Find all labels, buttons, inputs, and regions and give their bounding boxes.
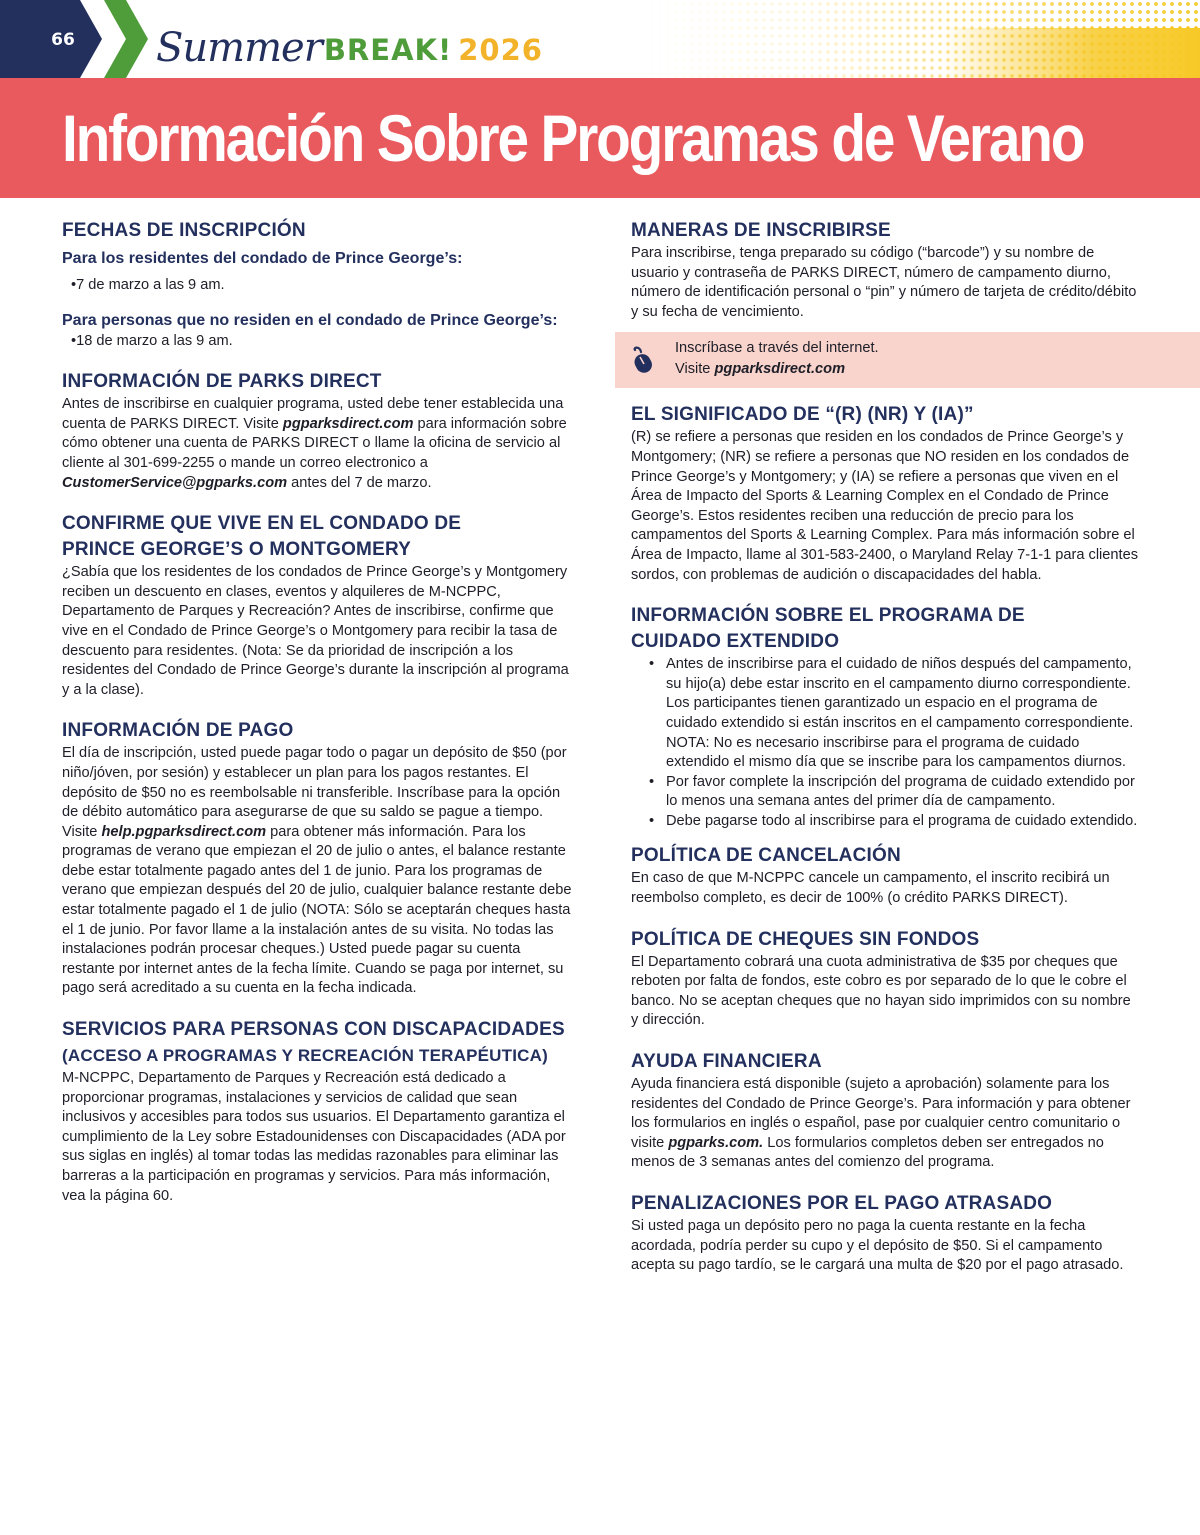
ayuda-heading: AYUDA FINANCIERA — [631, 1051, 822, 1073]
section-confirme — [62, 511, 572, 700]
cancelacion-heading: POLÍTICA DE CANCELACIÓN — [631, 845, 901, 867]
section-ayuda — [631, 1049, 1141, 1173]
top-header — [0, 0, 1200, 78]
title-banner — [0, 78, 1200, 198]
pgparks-link[interactable]: pgparks.com. — [668, 1134, 764, 1151]
maneras-heading: MANERAS DE INSCRIBIRSE — [631, 220, 891, 241]
brand-break: BREAK! — [323, 33, 453, 67]
customer-service-email-link[interactable]: CustomerService@pgparks.com — [62, 474, 288, 491]
section-maneras — [631, 218, 1141, 322]
parks-direct-text: Antes de inscribirse en cualquier programa, usted debe tener establecida una cuenta de PARKS DIRECT. Visite pgparksdirect.com para información sobre cómo obtener una cuenta de PARKS DIRECT o llame la oficina de servicio al cliente al 301-699-2255 o mande un correo electronico a CustomerService@pgparks.com antes del 7 de marzo. — [62, 396, 567, 491]
callout-line-2: Visite pgparksdirect.com — [675, 361, 846, 378]
right-column — [631, 218, 1141, 1294]
help-pgparksdirect-link[interactable]: help.pgparksdirect.com — [101, 823, 267, 840]
cheques-text: El Departamento cobrará una cuota administrativa de $35 por cheques que reboten por falta de fondos, este cobro es por separado de lo que le cobre el banco. No se aceptan cheques que no hayan sido imprimidos con su nombre y dirección. — [631, 953, 1131, 1029]
section-penalizaciones — [631, 1191, 1141, 1276]
cuidado-bullets — [631, 655, 1141, 831]
callout-line-1: Inscríbase a través del internet. — [675, 340, 879, 357]
section-significado — [631, 402, 1141, 585]
significado-heading: EL SIGNIFICADO DE “(R) (NR) Y (IA)” — [631, 404, 974, 426]
pago-heading: INFORMACIÓN DE PAGO — [62, 720, 294, 742]
residents-subheading: Para los residentes del condado de Prince George’s: — [62, 250, 463, 267]
section-fechas — [62, 218, 572, 351]
section-servicios — [62, 1017, 572, 1206]
left-column — [62, 218, 572, 1224]
section-cancelacion — [631, 843, 1141, 908]
nonresidents-subheading: Para personas que no residen en el condado de Prince George’s: — [62, 311, 558, 329]
confirme-text: ¿Sabía que los residentes de los condados de Prince George’s y Montgomery reciben un descuento en clases, eventos y alquileres de M-NCPPC, Departamento de Parques y Recreación? Antes de inscribirse, confirme que vive en el Condado de Prince George’s o Montgomery para recibir la tasa de descuento para residentes. (Nota: Se da prioridad de inscripción a los residentes del Condado de Prince George’s durante la inscripción al programa y a la clase). — [62, 564, 569, 698]
page-title: Información Sobre Programas de Verano — [62, 101, 1084, 175]
pgparksdirect-link[interactable]: pgparksdirect.com — [282, 415, 414, 432]
brand-year: 2026 — [458, 33, 543, 67]
confirme-heading: CONFIRME QUE VIVE EN EL CONDADO DE PRINCE GEORGE’S O MONTGOMERY — [62, 513, 462, 561]
page-number: 66 — [51, 30, 75, 50]
cancelacion-text: En caso de que M-NCPPC cancele un campamento, el inscrito recibirá un reembolso completo, es decir de 100% (o crédito PARKS DIRECT). — [631, 870, 1110, 907]
section-pago — [62, 718, 572, 999]
maneras-text: Para inscribirse, tenga preparado su código (“barcode”) y su nombre de usuario y contraseña de PARKS DIRECT, número de campamento diurno, número de identificación personal o “pin” y número de tarjeta de crédito/débito y su fecha de vencimiento. — [631, 245, 1137, 320]
penalizaciones-heading: PENALIZACIONES POR EL PAGO ATRASADO — [631, 1193, 1053, 1214]
brand-summer: Summer — [156, 25, 322, 71]
residents-date: •7 de marzo a las 9 am. — [71, 277, 225, 293]
section-parks-direct — [62, 369, 572, 493]
cheques-heading: POLÍTICA DE CHEQUES SIN FONDOS — [631, 928, 980, 950]
significado-text: (R) se refiere a personas que residen en los condados de Prince George’s y Montgomery; (NR) se refiere a personas que NO residen en los condados de Prince George’s y Montgomery; y (IA) se refiere a personas que viven en el Área de Impacto del Sports & Learning Complex en el Condado de Prince George’s. Estos residentes reciben una reducción de precio para los campamentos del Sports & Learning Complex. Para más información sobre el Área de Impacto, llame al 301-583-2400, o Maryland Relay 7-1-1 para clientes sordos, con problemas de audición o discapacidades del habla. — [631, 429, 1139, 583]
section-cuidado — [631, 603, 1141, 831]
list-item: • Por favor complete la inscripción del programa de cuidado extendido por lo menos una semana antes del primer día de campamento. — [649, 773, 1141, 812]
summer-break-logo — [156, 18, 543, 71]
online-registration-callout — [615, 332, 1200, 388]
mouse-icon — [631, 346, 657, 374]
parks-direct-heading: INFORMACIÓN DE PARKS DIRECT — [62, 371, 382, 393]
section-cheques — [631, 927, 1141, 1031]
nonresidents-date: •18 de marzo a las 9 am. — [71, 332, 233, 349]
ayuda-text: Ayuda financiera está disponible (sujeto a aprobación) solamente para los residentes del Condado de Prince George’s. Para información y para obtener los formularios en inglés o español, pase por cualquier centro comunitario o visite pgparks.com. Los formularios completos deben ser entregados no menos de 3 semanas antes del comienzo del programa. — [631, 1076, 1131, 1171]
list-item: • Antes de inscribirse para el cuidado de niños después del campamento, su hijo(a) debe estar inscrito en el campamento diurno correspondiente. Los participantes tienen garantizado un espacio en el programa de cuidado extendido si están inscritos en el campamento correspondiente. NOTA: No es necesario inscribirse para el programa de cuidado extendido el mismo día que se inscribe para los campamentos diurnos. — [649, 655, 1141, 773]
servicios-text: M-NCPPC, Departamento de Parques y Recreación está dedicado a proporcionar programas, instalaciones y servicios de calidad que sean inclusivos y accesibles para todos sus usuarios. El Departamento garantiza el cumplimiento de la Ley sobre Estadounidenses con Discapacidades (ADA por sus siglas en inglés) al tomar todas las medidas razonables para eliminar las barreras a la participación en programas y servicios. Para más información, vea la página 60. — [62, 1070, 566, 1204]
cuidado-heading: INFORMACIÓN SOBRE EL PROGRAMA DE CUIDADO EXTENDIDO — [631, 605, 1025, 653]
list-item: • Debe pagarse todo al inscribirse para el programa de cuidado extendido. — [649, 812, 1141, 832]
penalizaciones-text: Si usted paga un depósito pero no paga la cuenta restante en la fecha acordada, podría perder su cupo y el depósito de $50. Si el campamento acepta su pago tardío, se le cargará una multa de $20 por el pago atrasado. — [631, 1218, 1124, 1274]
pago-text: El día de inscripción, usted puede pagar todo o pagar un depósito de $50 (por niño/jóven, por sesión) y establecer un plan para los pagos restantes. El depósito de $50 no es reembolsable ni transferible. Inscríbase para la opción de débito automático para asegurarse de que su saldo se pague a tiempo. Visite help.pgparksdirect.com para obtener más información. Para los programas de verano que empiezan el 20 de julio o antes, el balance restante debe estar totalmente pagado antes del 1 de junio. Para los programas de verano que empiezan después del 20 de julio, cualquier balance restante debe estar totalmente pagado el 1 de julio (NOTA: Sólo se aceptarán cheques hasta el 1 de junio. Por favor llame a la instalación antes de su visita. No todas las instalaciones podrán procesar cheques.) Usted puede pagar su cuenta restante por internet antes de la fecha límite. Cuando se paga por internet, su pago será acreditado a su cuenta en la fecha indicada. — [62, 745, 572, 997]
callout-pgparksdirect-link[interactable]: pgparksdirect.com — [714, 361, 846, 378]
servicios-heading: SERVICIOS PARA PERSONAS CON DISCAPACIDADES (ACCESO A PROGRAMAS Y RECREACIÓN TERAPÉUTICA) — [62, 1019, 565, 1066]
fechas-heading: FECHAS DE INSCRIPCIÓN — [62, 220, 306, 241]
